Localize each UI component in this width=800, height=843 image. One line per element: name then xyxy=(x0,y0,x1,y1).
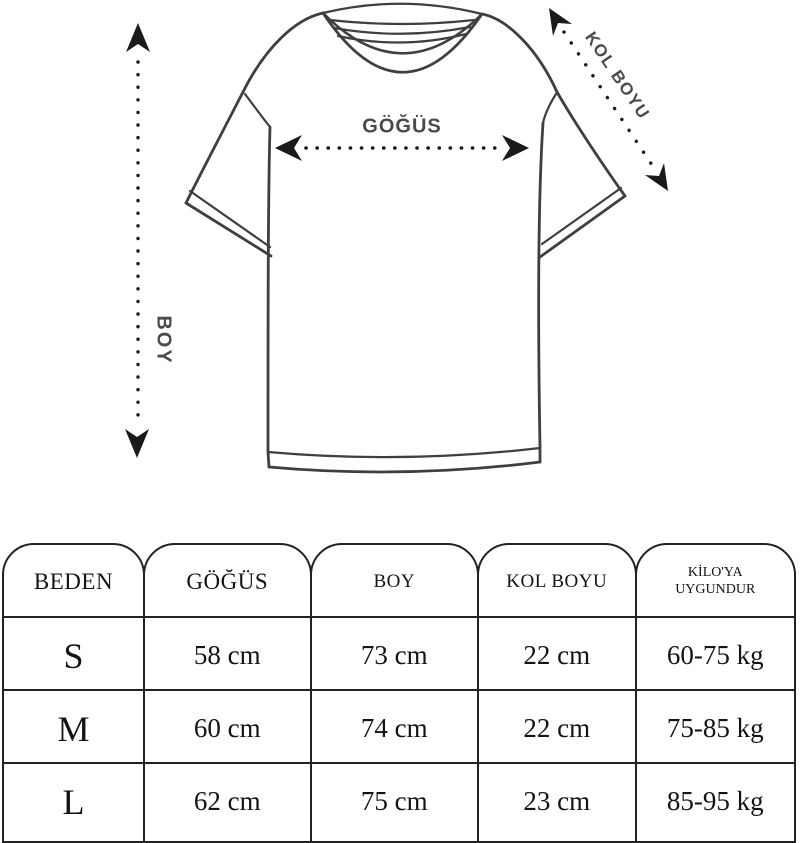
row-separator xyxy=(2,762,796,765)
table-cell: 60-75 kg xyxy=(666,640,764,670)
table-cell: 22 cm xyxy=(523,640,591,670)
table-cell: S xyxy=(63,635,84,676)
table-column-kiloya-uygundur xyxy=(635,543,797,843)
table-column-kol-boyu xyxy=(477,543,638,843)
column-header: BOY xyxy=(373,571,416,592)
length-arrow xyxy=(125,23,150,458)
table-cell: M xyxy=(57,708,90,749)
table-cell: 85-95 kg xyxy=(666,786,764,816)
table-column-boy xyxy=(310,543,480,843)
table-cell: 74 cm xyxy=(360,713,428,743)
arrow-down-right-icon xyxy=(645,163,668,191)
size-table xyxy=(2,543,796,822)
column-header: KİLO'YA UYGUNDUR xyxy=(675,565,756,597)
table-cell: 75 cm xyxy=(360,786,428,816)
chest-arrow xyxy=(275,135,529,161)
table-column-gogus xyxy=(143,543,313,843)
arrow-down-icon xyxy=(125,429,149,458)
body xyxy=(268,123,543,472)
arrow-up-icon xyxy=(126,23,150,52)
collar xyxy=(323,4,482,73)
arrow-up-left-icon xyxy=(549,8,572,36)
table-cell: 75-85 kg xyxy=(666,713,764,743)
table-cell: 73 cm xyxy=(360,640,428,670)
row-separator xyxy=(2,616,796,619)
column-header: BEDEN xyxy=(33,569,114,594)
table-cell: 60 cm xyxy=(193,713,261,743)
arrow-right-icon xyxy=(502,135,529,161)
tshirt-outline xyxy=(186,4,625,472)
table-cell: L xyxy=(62,781,85,822)
table-cell: 58 cm xyxy=(193,640,261,670)
sleeve-measure-label: KOL BOYU xyxy=(581,28,654,124)
table-cell: 22 cm xyxy=(523,713,591,743)
table-cell: 23 cm xyxy=(523,786,591,816)
chest-measure-label: GÖĞÜS xyxy=(362,115,442,138)
row-separator xyxy=(2,689,796,692)
sleeve-arrow xyxy=(549,8,668,191)
arrow-left-icon xyxy=(275,135,302,161)
column-header: KOL BOYU xyxy=(506,571,608,592)
left-sleeve xyxy=(186,13,323,256)
column-header: GÖĞÜS xyxy=(186,569,269,594)
table-column-beden xyxy=(2,543,145,843)
length-measure-label: BOY xyxy=(152,315,175,365)
table-cell: 62 cm xyxy=(193,786,261,816)
measurement-arrows xyxy=(125,8,668,458)
